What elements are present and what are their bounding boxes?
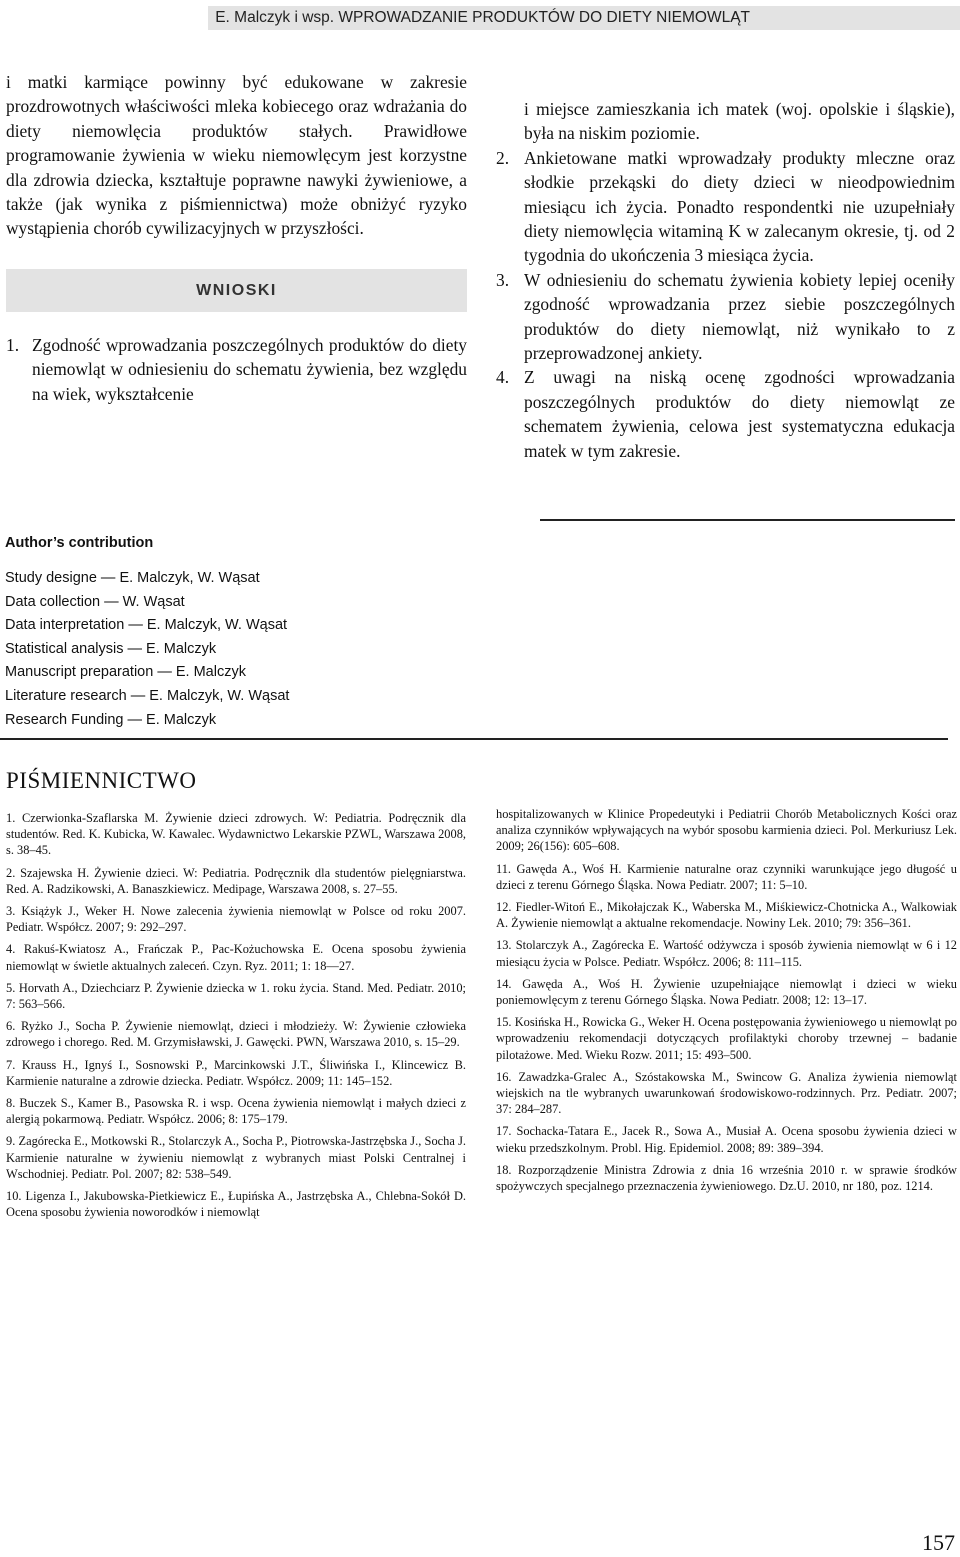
- reference-text: Czerwionka-Szaflarska M. Żywienie dzieci zdrowych. W: Pediatria. Podręcznik dla studentów. Red. K. Kubicka, W. Kawalec. Wydawnictwo Lekarskie PZWL, Warszawa 2008, s. 38–45.: [6, 811, 467, 858]
- reference-text: Zawadzka-Gralec A., Szóstakowska M., Swincow G. Analiza żywienia niemowląt wiejskich na tle wybranych uwarunkowań środowiskowo-rodzinnych. Prz. Pediatr. 2007; 37: 284–287.: [496, 1069, 957, 1117]
- reference-item: [6, 1057, 466, 1089]
- reference-number: 8.: [6, 1096, 16, 1111]
- contribution-line: Statistical analysis — E. Malczyk: [5, 640, 217, 657]
- reference-item: [496, 1123, 957, 1155]
- reference-item: [6, 810, 466, 859]
- contribution-line: Data collection — W. Wąsat: [5, 593, 185, 610]
- reference-text: Kosińska H., Rowicka G., Weker H. Ocena postępowania żywieniowego u niemowląt po wprowadzeniu rekomendacji dotyczących profilaktyki choroby trzewnej – badanie pilotażowe. Med. Wieku Rozw. 2011; 15: 493–500.: [496, 1015, 957, 1062]
- conclusion-number: 2.: [496, 147, 510, 168]
- divider-rule: [540, 519, 955, 521]
- reference-item: [6, 865, 466, 897]
- reference-text: Ryżko J., Socha P. Żywienie niemowląt, dzieci i młodzieży. W: Żywienie człowieka zdrowego i chorego. Red. M. Grzymisławski, J. Gawęcki. PWN, Warszawa 2010, s. 15–29.: [6, 1019, 466, 1050]
- reference-number: 6.: [6, 1019, 16, 1034]
- reference-number: 5.: [6, 980, 16, 995]
- running-head: E. Malczyk i wsp. WPROWADZANIE PRODUKTÓW DO DIETY NIEMOWLĄT: [208, 6, 960, 30]
- reference-text: Rozporządzenie Ministra Zdrowia z dnia 16 września 2010 r. w sprawie środków spożywczych specjalnego przeznaczenia żywieniowego. Dz.U. 2010, nr 180, poz. 1214.: [496, 1162, 957, 1194]
- reference-number: 13.: [496, 938, 512, 953]
- reference-number: 10.: [6, 1189, 22, 1204]
- reference-number: 7.: [6, 1057, 16, 1072]
- reference-item: [6, 941, 466, 973]
- references-heading: PIŚMIENNICTWO: [6, 768, 197, 793]
- reference-item: [496, 1014, 957, 1063]
- contribution-line: Study designe — E. Malczyk, W. Wąsat: [5, 570, 260, 586]
- conclusion-text: Zgodność wprowadzania poszczególnych produktów do diety niemowląt w odniesieniu do schematu żywienia, bez względu na wiek, wykształcenie: [32, 334, 467, 404]
- reference-text: Stolarczyk A., Zagórecka E. Wartość odżywcza i sposób żywienia niemowląt w 6 i 12 miesiącu życia w Polsce. Pediatr. Współcz. 2006; 8: 111–115.: [496, 938, 957, 969]
- divider-rule: [0, 738, 948, 740]
- reference-item: [6, 1018, 466, 1050]
- reference-text: Sochacka-Tatara E., Jacek R., Sowa A., Musiał A. Ocena sposobu żywienia dzieci w wieku przedszkolnym. Probl. Hig. Epidemiol. 2008; 89: 389–394.: [496, 1124, 957, 1155]
- reference-text: Buczek S., Kamer B., Pasowska R. i wsp. Ocena żywienia niemowląt i małych dzieci z alergią pokarmową. Pediatr. Współcz. 2006; 8: 175–179.: [6, 1096, 466, 1127]
- reference-text: Gawęda A., Woś H. Żywienie uzupełniające niemowląt i dzieci w wieku poniemowlęcym z terenu Górnego Śląska. Nowa Pediatr. 2008; 12: 13–17.: [496, 976, 957, 1008]
- contribution-line: Data interpretation — E. Malczyk, W. Wąsat: [5, 617, 288, 634]
- reference-number: 17.: [496, 1124, 512, 1139]
- conclusion-item-2: [496, 146, 955, 268]
- reference-number: 18.: [496, 1162, 512, 1177]
- reference-text: Szajewska H. Żywienie dzieci. W: Pediatria. Podręcznik dla studentów pielęgniarstwa. Red. A. Radzikowski, A. Banaszkiewicz. Medipage, Warszawa 2008, s. 27–55.: [6, 865, 466, 896]
- author-contribution: [5, 531, 505, 732]
- reference-text: Ligenza I., Jakubowska-Pietkiewicz E., Łupińska A., Jastrzębska A., Chlebna-Sokół D. Ocena sposobu żywienia noworodków i niemowląt: [6, 1189, 467, 1220]
- contribution-line: Manuscript preparation — E. Malczyk: [5, 664, 246, 681]
- reference-item: [6, 903, 466, 935]
- reference-item: [496, 976, 957, 1008]
- section-heading-wnioski: WNIOSKI: [6, 269, 467, 312]
- reference-number: 16.: [496, 1069, 512, 1084]
- conclusion-number: 1.: [6, 334, 20, 355]
- conclusion-number: 3.: [496, 269, 510, 290]
- reference-number: 9.: [6, 1134, 16, 1149]
- reference-item: [496, 899, 957, 931]
- reference-number: 2.: [6, 865, 16, 880]
- reference-text: Gawęda A., Woś H. Karmienie naturalne oraz czynniki warunkujące jego długość u dzieci z terenu Górnego Śląska. Nowa Pediatr. 2007; 11: 5–10.: [496, 861, 957, 892]
- reference-text: Rakuś-Kwiatosz A., Frańczak P., Pac-Kożuchowska E. Ocena sposobu żywienia niemowląt w świetle aktualnych zaleceń. Czyn. Ryz. 2011; 1: 18—27.: [6, 942, 466, 973]
- references-right-column: [496, 806, 957, 1200]
- conclusion-text: Ankietowane matki wprowadzały produkty mleczne oraz słodkie przekąski do diety dzieci w nieodpowiednim miesiącu ich życia. Ponadto respondentki nie uzupełniały diety niemowlęcia witaminą K w zalecanym okresie, tj. od 2 tygodnia do ukończenia 3 miesiąca życia.: [524, 147, 955, 266]
- reference-item: [496, 937, 957, 969]
- conclusion-text: Z uwagi na niską ocenę zgodności wprowadzania poszczególnych produktów do diety niemowląt ze schematem żywienia, celowa jest systematyczna edukacja matek w tym zakresie.: [524, 367, 955, 461]
- conclusion-text: W odniesieniu do schematu żywienia kobiety lepiej oceniły zgodność wprowadzania przez siebie poszczególnych produktów do diety niemowląt, niż wynikało to z przeprowadzonej ankiety.: [524, 269, 955, 364]
- reference-text: Książyk J., Weker H. Nowe zalecenia żywienia niemowląt w Polsce od roku 2007. Pediatr. Współcz. 2007; 9: 292–297.: [6, 904, 466, 935]
- reference-number: 12.: [496, 900, 512, 915]
- contribution-line: Research Funding — E. Malczyk: [5, 711, 217, 728]
- reference-item: [6, 1188, 466, 1220]
- reference-number: 15.: [496, 1015, 512, 1030]
- conclusion-item-1: [6, 333, 467, 406]
- reference-number: 1.: [6, 811, 16, 825]
- reference-item: [6, 1095, 466, 1127]
- reference-number: 11.: [496, 861, 512, 876]
- reference-text: Zagórecka E., Motkowski R., Stolarczyk A., Socha P., Piotrowska-Jastrzębska J., Socha J. Karmienie naturalne w żywieniu niemowląt z wybranych miast Polski Centralnej i Wschodniej. Pediatr. Pol. 2007; 82: 538–549.: [6, 1134, 466, 1181]
- reference-item: [6, 980, 466, 1012]
- reference-item: [6, 1133, 466, 1182]
- reference-number: 4.: [6, 942, 16, 957]
- reference-number: 14.: [496, 976, 512, 991]
- conclusion-continuation: [496, 97, 955, 146]
- references-left-column: [6, 810, 466, 1226]
- reference-item: [496, 1069, 957, 1118]
- reference-text: Fiedler-Witoń E., Mikołajczak K., Waberska M., Miśkiewicz-Chotnicka A., Walkowiak A. Żywienie niemowląt a aktualne rekomendacje. Nowiny Lek. 2010; 79: 356–361.: [496, 900, 957, 931]
- reference-text: Krauss H., Ignyś I., Sosnowski P., Marcinkowski J.T., Śliwińska I., Klincewicz B. Karmienie naturalne a zdrowie dziecka. Pediatr. Współcz. 2009; 11: 145–152.: [6, 1057, 466, 1088]
- conclusion-item-4: [496, 365, 955, 463]
- reference-continuation: hospitalizowanych w Klinice Propedeutyki i Pediatrii Chorób Metabolicznych Kości oraz analiza czynników wpływających na wybór sposobu karmienia dzieci. Pol. Merkuriusz Lek. 2009; 26(156): 605–608.: [496, 807, 957, 854]
- right-column: [496, 97, 955, 463]
- reference-number: 3.: [6, 904, 16, 919]
- reference-item: [496, 861, 957, 893]
- contribution-title: Author’s contribution: [5, 535, 154, 551]
- continuation-text: i miejsce zamieszkania ich matek (woj. opolskie i śląskie), była na niskim poziomie.: [524, 99, 955, 144]
- conclusion-number: 4.: [496, 367, 510, 388]
- reference-text: Horvath A., Dziechciarz P. Żywienie dziecka w 1. roku życia. Stand. Med. Pediatr. 2010; 7: 563–566.: [6, 980, 466, 1012]
- page-number: 157: [922, 1530, 955, 1555]
- body-paragraph: i matki karmiące powinny być edukowane w zakresie prozdrowotnych właściwości mleka kobiecego oraz wdrażania do diety niemowlęcia produktów stałych. Prawidłowe programowanie żywienia w wieku niemowlęcym jest korzystne dla zdrowia dziecka, kształtuje poprawne nawyki żywieniowe, a także (jak wynika z piśmiennictwa) może obniżyć ryzyko wystąpienia chorób cywilizacyjnych w przyszłości.: [6, 72, 467, 239]
- contribution-line: Literature research — E. Malczyk, W. Wąsat: [5, 687, 290, 704]
- conclusion-item-3: [496, 268, 955, 366]
- left-column: [6, 70, 467, 406]
- reference-item: [496, 1162, 957, 1194]
